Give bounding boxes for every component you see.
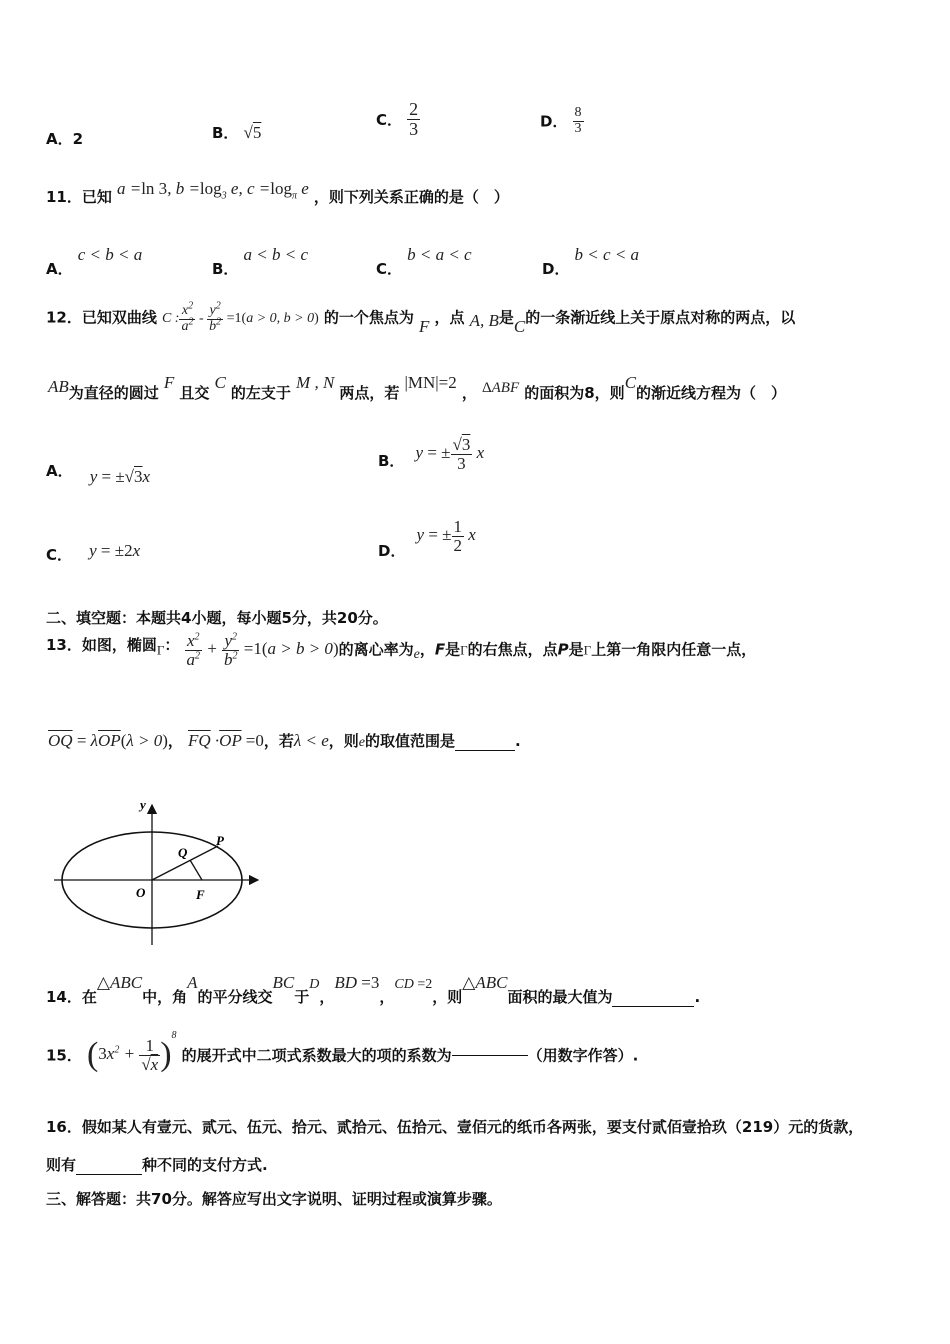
- math-expression: a =ln 3, $b =\log_3$ e, $c =\log_\pi$ e: [116, 179, 309, 202]
- answer-blank[interactable]: [452, 1055, 528, 1056]
- q12-option-a: A． y = ±√3x: [46, 462, 151, 486]
- q16-line-2: 则有 种不同的支付方式.: [46, 1156, 268, 1174]
- fraction: $\frac{2}{3}$: [409, 99, 419, 139]
- origin-label: O: [136, 885, 146, 900]
- q12-option-c: C． y = ±2x: [46, 541, 141, 564]
- q16-line-1: 16．假如某人有壹元、贰元、伍元、拾元、贰拾元、伍拾元、壹佰元的纸币各两张，要支付贰佰壹拾玖（219）元的货款，: [46, 1118, 864, 1136]
- q11-option-c: C． b < a < c: [376, 245, 472, 278]
- segment-fq: [190, 860, 202, 880]
- q14-line: 14．在△ABC中，角A的平分线交BC于D，BD =3，CD =2，则△ABC面积的最大值为 .: [46, 973, 701, 1006]
- hyperbola-equation: C : $\frac{x^2}{a^2}$ - $\frac{y^2}{b^2}$ =1(a > 0, b > 0): [161, 300, 319, 334]
- q12-option-d: D． y = ± $\frac{1}{2}$ x: [378, 517, 476, 561]
- q12-option-b: B． y = ± $\frac{√3}{3}$ x: [378, 435, 485, 473]
- ellipse-figure: [50, 795, 265, 950]
- answer-blank[interactable]: [455, 750, 515, 751]
- section-2-heading: 二、填空题：本题共4小题，每小题5分，共20分。: [46, 609, 388, 627]
- sqrt-symbol: √5: [243, 123, 262, 142]
- y-axis-label: y: [140, 797, 146, 812]
- q11-stem: 11．已知 a =ln 3, $b =\log_3$ e, $c =\log_\pi$ e ，则下列关系正确的是（ ）: [46, 179, 509, 206]
- f-point-label: F: [196, 887, 205, 902]
- q10-option-c: C． $\frac{2}{3}$: [376, 99, 419, 139]
- ellipse-equation: $\frac{x^2}{a^2}$ + $\frac{y^2}{b^2}$ =1(a > b > 0): [186, 631, 339, 669]
- binomial-expression: ($3x^2$ + $\frac{1}{√x}$ )$^8$: [86, 1030, 177, 1074]
- q10-option-d: D． $\frac{8}{3}$: [540, 105, 582, 136]
- q13-line-1: 13．如图，椭圆Γ： $\frac{x^2}{a^2}$ + $\frac{y^2}{b^2}$ =1(a > b > 0)的离心率为e，F是Γ的右焦点，点P是Γ上第一角限内任意一点，: [46, 631, 757, 669]
- q10-option-a: A．2: [46, 130, 84, 148]
- p-point-label: P: [216, 833, 224, 848]
- q12-line-2: AB为直径的圆过 F 且交 C 的左支于 M , N 两点，若 |MN|=2 ， ΔABF 的面积为8，则C的渐近线方程为（ ）: [48, 373, 787, 402]
- q13-line-2: $\overline{OQ} = \lambda\overline{OP}(\lambda > 0)$， $\overline{FQ} \cdot\overline{OP} =0$，若λ < e，则e的取值范围是 .: [48, 731, 521, 750]
- q15-line: 15． ($3x^2$ + $\frac{1}{√x}$ )$^8$ 的展开式中二项式系数最大的项的系数为 （用数字作答）.: [46, 1030, 639, 1074]
- q11-option-b: B． a < b < c: [212, 245, 309, 278]
- section-3-heading: 三、解答题：共70分。解答应写出文字说明、证明过程或演算步骤。: [46, 1190, 502, 1208]
- q11-option-a: A． c < b < a: [46, 245, 143, 278]
- q10-option-b: B． √5: [212, 123, 262, 142]
- q11-option-d: D． b < c < a: [542, 245, 640, 278]
- answer-blank[interactable]: [612, 1006, 694, 1007]
- answer-blank[interactable]: [76, 1158, 142, 1175]
- q12-line-1: 12．已知双曲线 C : $\frac{x^2}{a^2}$ - $\frac{y^2}{b^2}$ =1(a > 0, b > 0) 的一个焦点为 F ，点 A, B是C的一条渐近线上关于原点对称的两点，以: [46, 300, 796, 337]
- fraction: $\frac{8}{3}$: [574, 105, 582, 136]
- q-point-label: Q: [178, 845, 188, 860]
